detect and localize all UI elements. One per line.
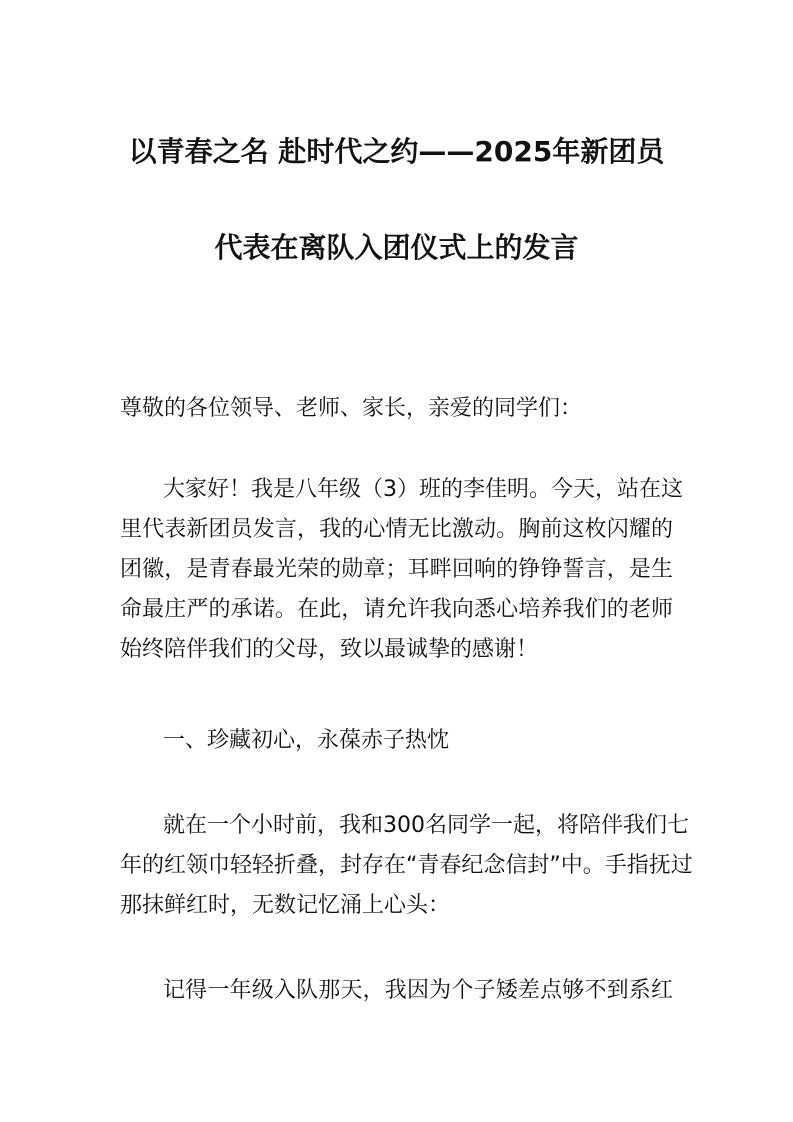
text-line: 记得一年级入队那天，我因为个子矮差点够不到系红: [163, 978, 673, 1003]
title-line-2: 代表在离队入团仪式上的发言: [214, 231, 579, 264]
text-line: 那抹鲜红时，无数记忆涌上心头：: [120, 893, 451, 918]
section-heading: 一、珍藏初心，永葆赤子热忱: [163, 728, 450, 753]
greeting: 尊敬的各位领导、老师、家长，亲爱的同学们：: [120, 396, 583, 421]
text-line: 命最庄严的承诺。在此，请允许我向悉心培养我们的老师: [120, 597, 673, 622]
title-line-1: 以青春之名 赴时代之约——2025年新团员: [128, 135, 665, 168]
text-line: 大家好！我是八年级（3）班的李佳明。今天，站在这: [163, 477, 683, 502]
text-line: 团徽，是青春最光荣的勋章；耳畔回响的铮铮誓言，是生: [120, 557, 673, 582]
text-line: 始终陪伴我们的父母，致以最诚挚的感谢！: [120, 637, 539, 662]
text-line: 里代表新团员发言，我的心情无比激动。胸前这枚闪耀的: [120, 517, 673, 542]
text-line: 年的红领巾轻轻折叠，封存在“青春纪念信封”中。手指抚过: [120, 853, 693, 878]
text-line: 就在一个小时前，我和300名同学一起，将陪伴我们七: [163, 813, 689, 838]
